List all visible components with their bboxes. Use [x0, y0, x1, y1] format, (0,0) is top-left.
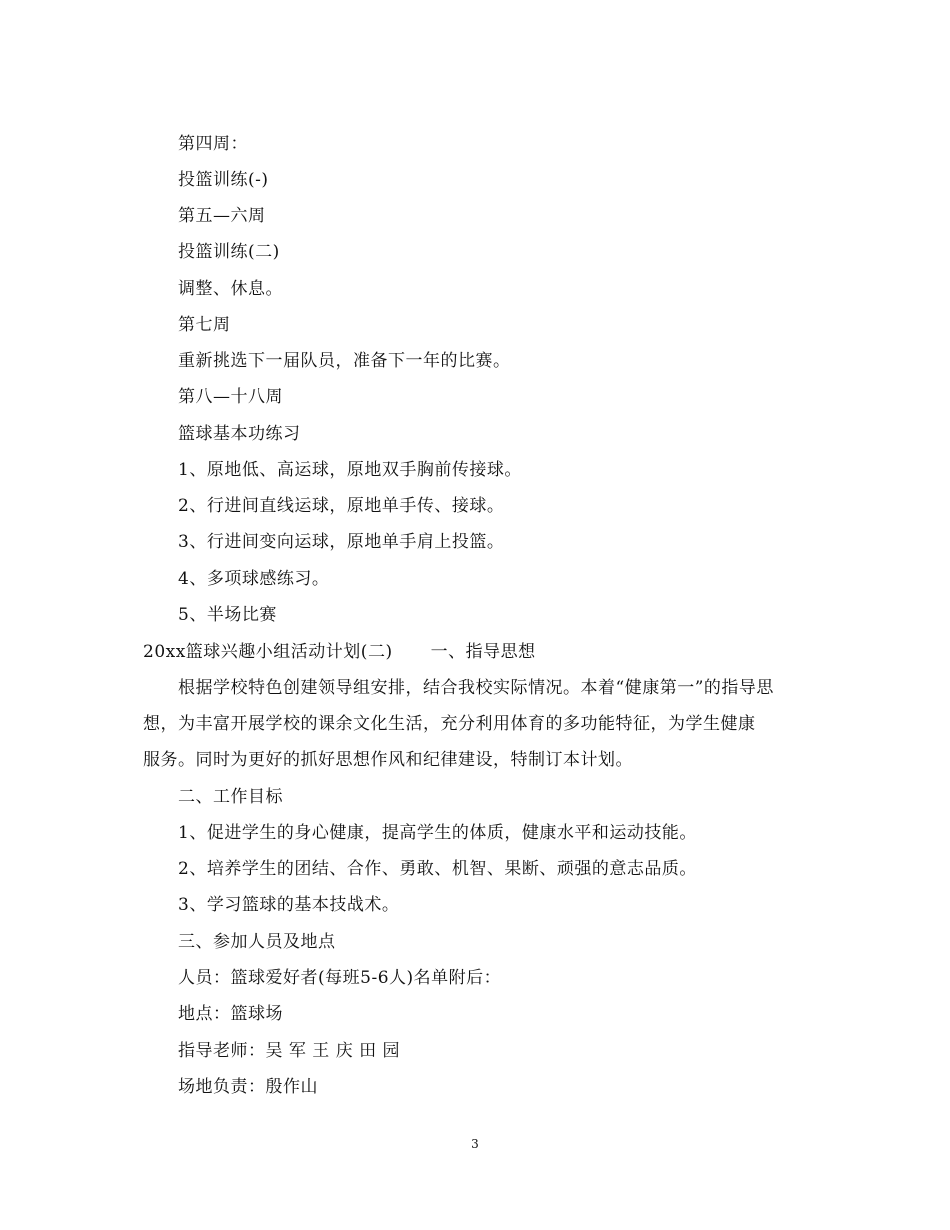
list-item-3: 3、行进间变向运球，原地单手肩上投篮。 [178, 532, 505, 552]
paragraph-basic-skills: 篮球基本功练习 [178, 424, 301, 444]
plan-title-line [143, 640, 536, 664]
section-heading-guiding-thought: 一、指导思想 [430, 642, 536, 662]
paragraph-reselect-team: 重新挑选下一届队员，准备下一年的比赛。 [178, 351, 511, 371]
list-item-5: 5、半场比赛 [178, 605, 277, 625]
paragraph-instructors: 指导老师：吴 军 王 庆 田 园 [178, 1041, 401, 1061]
paragraph-week-4: 第四周： [178, 134, 248, 154]
section-heading-work-goals: 二、工作目标 [178, 787, 283, 807]
goal-item-3: 3、学习篮球的基本技战术。 [178, 895, 400, 915]
list-item-4: 4、多项球感练习。 [178, 569, 330, 589]
paragraph-week-7: 第七周 [178, 315, 231, 335]
page-number: 3 [471, 1137, 479, 1151]
section-heading-participants: 三、参加人员及地点 [178, 932, 336, 952]
paragraph-guiding-line-3: 服务。同时为更好的抓好思想作风和纪律建设，特制订本计划。 [143, 750, 633, 770]
paragraph-adjust-rest: 调整、休息。 [178, 279, 283, 299]
paragraph-venue-manager: 场地负责：殷作山 [178, 1077, 318, 1097]
paragraph-participants: 人员：篮球爱好者(每班5-6人)名单附后： [178, 968, 502, 988]
goal-item-1: 1、促进学生的身心健康，提高学生的体质，健康水平和运动技能。 [178, 823, 697, 843]
list-item-2: 2、行进间直线运球，原地单手传、接球。 [178, 496, 505, 516]
plan-title: 20xx篮球兴趣小组活动计划(二) [143, 642, 393, 662]
paragraph-location: 地点：篮球场 [178, 1004, 283, 1024]
paragraph-week-5-6: 第五—六周 [178, 206, 266, 226]
list-item-1: 1、原地低、高运球，原地双手胸前传接球。 [178, 460, 522, 480]
paragraph-shooting-training-1: 投篮训练(-) [178, 170, 269, 190]
paragraph-shooting-training-2: 投篮训练(二) [178, 242, 280, 262]
paragraph-guiding-line-2: 想，为丰富开展学校的课余文化生活，充分利用体育的多功能特征，为学生健康 [143, 714, 756, 734]
paragraph-week-8-18: 第八—十八周 [178, 387, 283, 407]
paragraph-guiding-line-1: 根据学校特色创建领导组安排，结合我校实际情况。本着“健康第一”的指导思 [178, 678, 774, 698]
goal-item-2: 2、培养学生的团结、合作、勇敢、机智、果断、顽强的意志品质。 [178, 859, 697, 879]
